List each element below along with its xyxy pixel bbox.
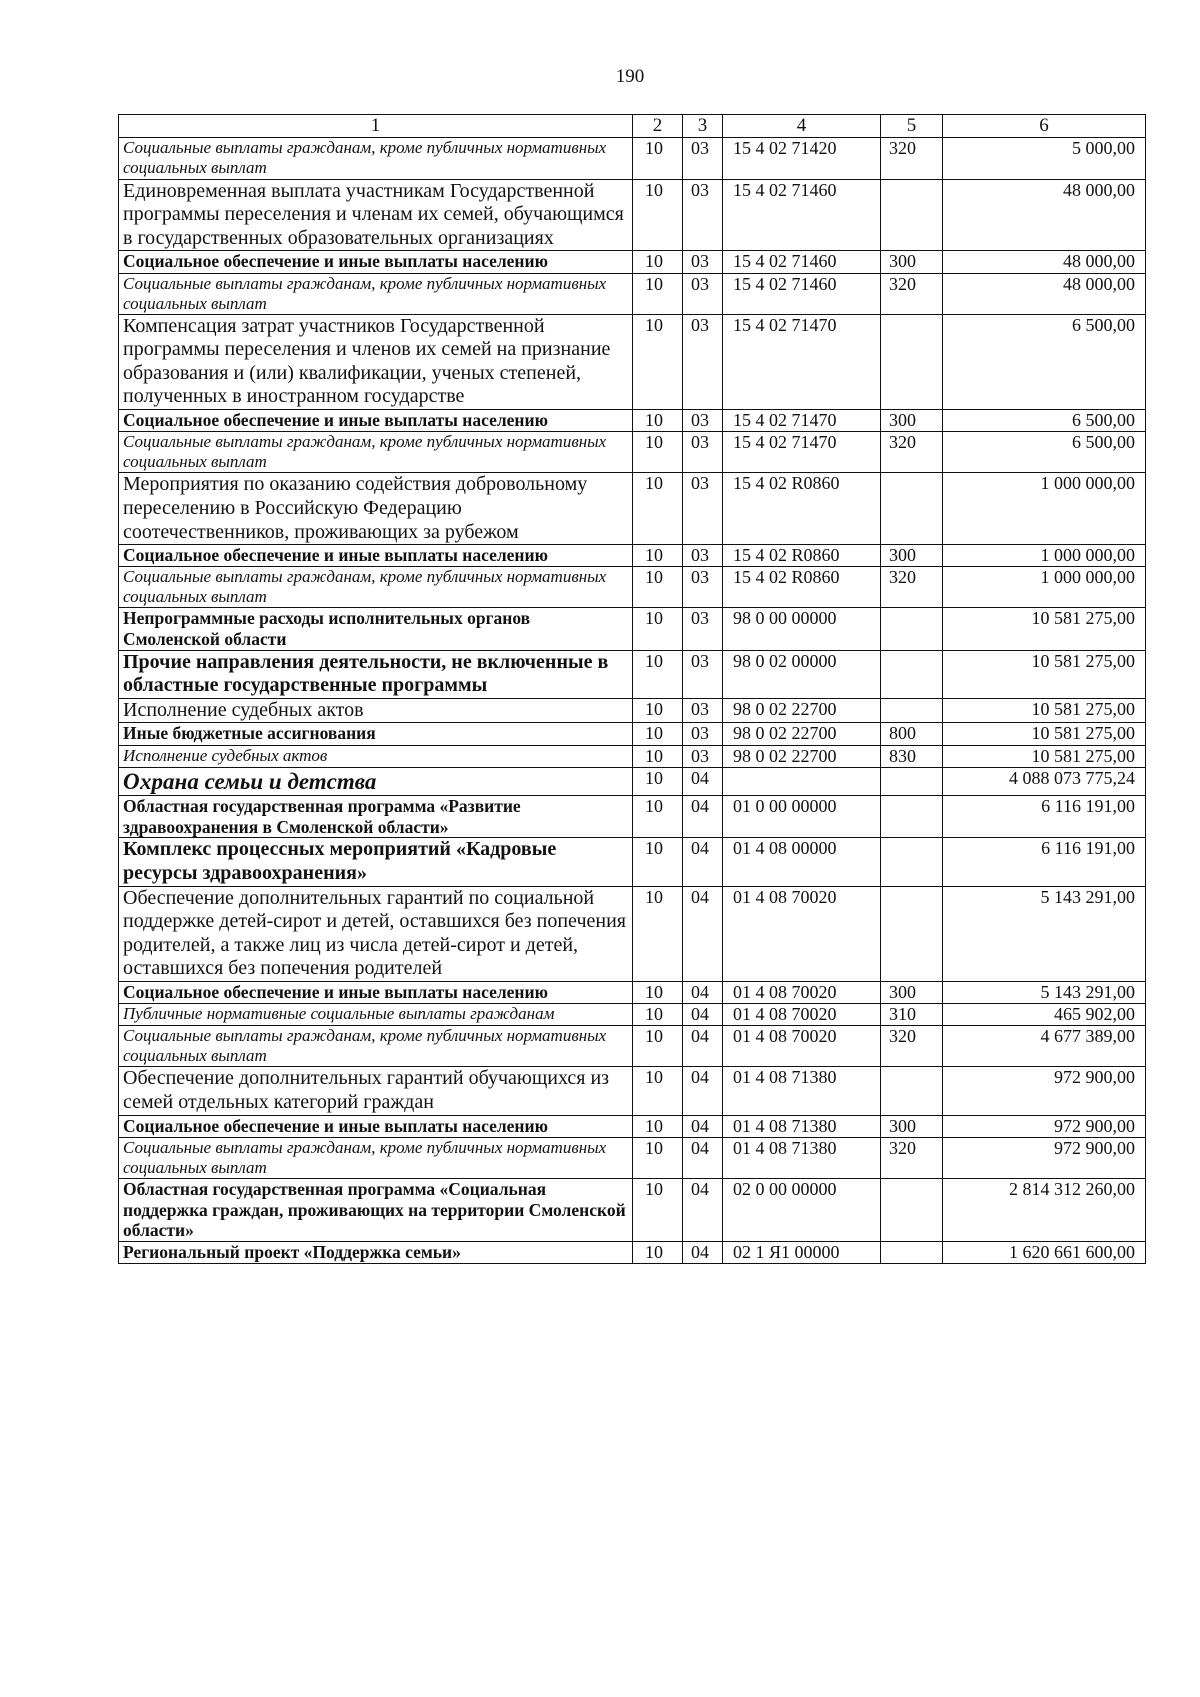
subsection-code-cell: 03 xyxy=(683,273,723,314)
expense-name-cell: Социальное обеспечение и иные выплаты населению xyxy=(119,1115,633,1137)
subsection-code-cell: 04 xyxy=(683,796,723,838)
column-header: 3 xyxy=(683,115,723,138)
expense-type-cell: 320 xyxy=(881,432,943,473)
section-code-cell: 10 xyxy=(633,1137,683,1178)
section-code-cell: 10 xyxy=(633,650,683,698)
target-article-cell: 98 0 02 22700 xyxy=(723,723,881,745)
subsection-code-cell: 04 xyxy=(683,1026,723,1067)
subsection-code-cell: 03 xyxy=(683,179,723,251)
target-article-cell: 01 0 00 00000 xyxy=(723,796,881,838)
table-row xyxy=(119,567,1146,608)
section-code-cell: 10 xyxy=(633,1067,683,1115)
subsection-code-cell: 03 xyxy=(683,314,723,409)
expense-type-cell xyxy=(881,1241,943,1263)
column-header: 4 xyxy=(723,115,881,138)
table-row xyxy=(119,723,1146,745)
subsection-code-cell: 04 xyxy=(683,1004,723,1026)
expense-type-cell xyxy=(881,796,943,838)
expense-name-cell: Региональный проект «Поддержка семьи» xyxy=(119,1241,633,1263)
column-header: 1 xyxy=(119,115,633,138)
section-code-cell: 10 xyxy=(633,314,683,409)
expense-type-cell: 300 xyxy=(881,1115,943,1137)
table-row xyxy=(119,698,1146,723)
target-article-cell: 02 1 Я1 00000 xyxy=(723,1241,881,1263)
table-row xyxy=(119,886,1146,981)
section-code-cell: 10 xyxy=(633,608,683,650)
table-row xyxy=(119,473,1146,545)
amount-cell: 10 581 275,00 xyxy=(943,650,1146,698)
table-row xyxy=(119,767,1146,795)
expense-type-cell xyxy=(881,1179,943,1242)
amount-cell: 1 000 000,00 xyxy=(943,545,1146,567)
subsection-code-cell: 04 xyxy=(683,1067,723,1115)
subsection-code-cell: 03 xyxy=(683,138,723,179)
subsection-code-cell: 03 xyxy=(683,473,723,545)
table-row xyxy=(119,314,1146,409)
amount-cell: 4 677 389,00 xyxy=(943,1026,1146,1067)
expense-name-cell: Компенсация затрат участников Государственной программы переселения и членов их семей на признание образования и (или) квалификации, ученых степеней, полученных в иностранном государстве xyxy=(119,314,633,409)
expense-type-cell: 800 xyxy=(881,723,943,745)
target-article-cell: 02 0 00 00000 xyxy=(723,1179,881,1242)
table-row xyxy=(119,838,1146,886)
section-code-cell: 10 xyxy=(633,409,683,431)
expense-type-cell: 300 xyxy=(881,251,943,273)
expense-name-cell: Социальные выплаты гражданам, кроме публичных нормативных социальных выплат xyxy=(119,138,633,179)
expense-type-cell xyxy=(881,767,943,795)
section-code-cell: 10 xyxy=(633,745,683,767)
target-article-cell: 01 4 08 71380 xyxy=(723,1067,881,1115)
subsection-code-cell: 03 xyxy=(683,251,723,273)
expense-type-cell xyxy=(881,838,943,886)
amount-cell: 6 116 191,00 xyxy=(943,796,1146,838)
table-header-row xyxy=(119,115,1146,138)
section-code-cell: 10 xyxy=(633,1115,683,1137)
target-article-cell: 15 4 02 71420 xyxy=(723,138,881,179)
expense-type-cell: 320 xyxy=(881,567,943,608)
target-article-cell: 98 0 02 22700 xyxy=(723,745,881,767)
budget-table xyxy=(118,114,1146,1264)
section-code-cell: 10 xyxy=(633,1004,683,1026)
target-article-cell: 15 4 02 71460 xyxy=(723,179,881,251)
target-article-cell: 98 0 02 22700 xyxy=(723,698,881,723)
amount-cell: 5 143 291,00 xyxy=(943,886,1146,981)
subsection-code-cell: 03 xyxy=(683,698,723,723)
expense-name-cell: Обеспечение дополнительных гарантий обучающихся из семей отдельных категорий граждан xyxy=(119,1067,633,1115)
target-article-cell: 01 4 08 70020 xyxy=(723,1004,881,1026)
expense-type-cell: 320 xyxy=(881,138,943,179)
section-code-cell: 10 xyxy=(633,1241,683,1263)
table-row xyxy=(119,1067,1146,1115)
amount-cell: 972 900,00 xyxy=(943,1067,1146,1115)
expense-type-cell: 320 xyxy=(881,1137,943,1178)
table-row xyxy=(119,251,1146,273)
table-row xyxy=(119,409,1146,431)
amount-cell: 10 581 275,00 xyxy=(943,698,1146,723)
subsection-code-cell: 04 xyxy=(683,838,723,886)
section-code-cell: 10 xyxy=(633,179,683,251)
amount-cell: 4 088 073 775,24 xyxy=(943,767,1146,795)
subsection-code-cell: 03 xyxy=(683,723,723,745)
expense-name-cell: Исполнение судебных актов xyxy=(119,698,633,723)
expense-type-cell xyxy=(881,473,943,545)
target-article-cell: 15 4 02 71460 xyxy=(723,251,881,273)
target-article-cell: 01 4 08 70020 xyxy=(723,981,881,1003)
target-article-cell: 01 4 08 71380 xyxy=(723,1115,881,1137)
amount-cell: 48 000,00 xyxy=(943,273,1146,314)
section-code-cell: 10 xyxy=(633,432,683,473)
amount-cell: 972 900,00 xyxy=(943,1115,1146,1137)
expense-type-cell: 300 xyxy=(881,981,943,1003)
amount-cell: 6 500,00 xyxy=(943,409,1146,431)
expense-name-cell: Комплекс процессных мероприятий «Кадровые ресурсы здравоохранения» xyxy=(119,838,633,886)
section-code-cell: 10 xyxy=(633,1179,683,1242)
page-number: 190 xyxy=(615,66,645,87)
amount-cell: 972 900,00 xyxy=(943,1137,1146,1178)
amount-cell: 6 500,00 xyxy=(943,432,1146,473)
expense-name-cell: Областная государственная программа «Социальная поддержка граждан, проживающих на территории Смоленской области» xyxy=(119,1179,633,1242)
section-code-cell: 10 xyxy=(633,273,683,314)
subsection-code-cell: 04 xyxy=(683,981,723,1003)
expense-type-cell: 300 xyxy=(881,545,943,567)
expense-name-cell: Социальные выплаты гражданам, кроме публичных нормативных социальных выплат xyxy=(119,432,633,473)
expense-type-cell: 320 xyxy=(881,1026,943,1067)
target-article-cell: 15 4 02 R0860 xyxy=(723,473,881,545)
section-code-cell: 10 xyxy=(633,545,683,567)
subsection-code-cell: 03 xyxy=(683,567,723,608)
table-row xyxy=(119,650,1146,698)
amount-cell: 6 116 191,00 xyxy=(943,838,1146,886)
amount-cell: 10 581 275,00 xyxy=(943,608,1146,650)
section-code-cell: 10 xyxy=(633,251,683,273)
column-header: 2 xyxy=(633,115,683,138)
amount-cell: 1 000 000,00 xyxy=(943,567,1146,608)
expense-name-cell: Непрограммные расходы исполнительных органов Смоленской области xyxy=(119,608,633,650)
expense-type-cell: 320 xyxy=(881,273,943,314)
section-code-cell: 10 xyxy=(633,981,683,1003)
expense-name-cell: Социальные выплаты гражданам, кроме публичных нормативных социальных выплат xyxy=(119,273,633,314)
amount-cell: 48 000,00 xyxy=(943,251,1146,273)
amount-cell: 465 902,00 xyxy=(943,1004,1146,1026)
subsection-code-cell: 03 xyxy=(683,409,723,431)
table-row xyxy=(119,608,1146,650)
expense-name-cell: Социальные выплаты гражданам, кроме публичных нормативных социальных выплат xyxy=(119,1137,633,1178)
section-code-cell: 10 xyxy=(633,838,683,886)
expense-name-cell: Социальное обеспечение и иные выплаты населению xyxy=(119,981,633,1003)
amount-cell: 5 143 291,00 xyxy=(943,981,1146,1003)
target-article-cell: 01 4 08 70020 xyxy=(723,1026,881,1067)
section-code-cell: 10 xyxy=(633,138,683,179)
amount-cell: 10 581 275,00 xyxy=(943,745,1146,767)
amount-cell: 48 000,00 xyxy=(943,179,1146,251)
expense-type-cell: 300 xyxy=(881,409,943,431)
expense-type-cell: 310 xyxy=(881,1004,943,1026)
section-code-cell: 10 xyxy=(633,767,683,795)
target-article-cell: 98 0 02 00000 xyxy=(723,650,881,698)
subsection-code-cell: 04 xyxy=(683,1179,723,1242)
table-row xyxy=(119,981,1146,1003)
table-row xyxy=(119,1241,1146,1263)
subsection-code-cell: 04 xyxy=(683,886,723,981)
subsection-code-cell: 03 xyxy=(683,650,723,698)
expense-name-cell: Социальное обеспечение и иные выплаты населению xyxy=(119,545,633,567)
expense-name-cell: Исполнение судебных актов xyxy=(119,745,633,767)
amount-cell: 5 000,00 xyxy=(943,138,1146,179)
target-article-cell: 98 0 00 00000 xyxy=(723,608,881,650)
section-code-cell: 10 xyxy=(633,567,683,608)
subsection-code-cell: 03 xyxy=(683,608,723,650)
subsection-code-cell: 04 xyxy=(683,1115,723,1137)
expense-type-cell xyxy=(881,650,943,698)
expense-name-cell: Социальное обеспечение и иные выплаты населению xyxy=(119,409,633,431)
section-code-cell: 10 xyxy=(633,723,683,745)
target-article-cell: 15 4 02 71470 xyxy=(723,314,881,409)
table-row xyxy=(119,796,1146,838)
target-article-cell: 15 4 02 R0860 xyxy=(723,545,881,567)
target-article-cell: 15 4 02 R0860 xyxy=(723,567,881,608)
expense-name-cell: Мероприятия по оказанию содействия добровольному переселению в Российскую Федерацию соотечественников, проживающих за рубежом xyxy=(119,473,633,545)
expense-type-cell xyxy=(881,179,943,251)
expense-name-cell: Областная государственная программа «Развитие здравоохранения в Смоленской области» xyxy=(119,796,633,838)
expense-type-cell xyxy=(881,608,943,650)
expense-type-cell: 830 xyxy=(881,745,943,767)
expense-name-cell: Прочие направления деятельности, не включенные в областные государственные программы xyxy=(119,650,633,698)
section-code-cell: 10 xyxy=(633,473,683,545)
table-row xyxy=(119,432,1146,473)
table-row xyxy=(119,1004,1146,1026)
table-row xyxy=(119,1026,1146,1067)
expense-name-cell: Социальные выплаты гражданам, кроме публичных нормативных социальных выплат xyxy=(119,1026,633,1067)
amount-cell: 10 581 275,00 xyxy=(943,723,1146,745)
expense-type-cell xyxy=(881,314,943,409)
amount-cell: 2 814 312 260,00 xyxy=(943,1179,1146,1242)
table-row xyxy=(119,1137,1146,1178)
subsection-code-cell: 04 xyxy=(683,767,723,795)
section-code-cell: 10 xyxy=(633,698,683,723)
table-row xyxy=(119,138,1146,179)
expense-type-cell xyxy=(881,698,943,723)
table-row xyxy=(119,1115,1146,1137)
target-article-cell: 01 4 08 00000 xyxy=(723,838,881,886)
target-article-cell: 15 4 02 71470 xyxy=(723,409,881,431)
expense-type-cell xyxy=(881,886,943,981)
target-article-cell: 01 4 08 71380 xyxy=(723,1137,881,1178)
amount-cell: 1 620 661 600,00 xyxy=(943,1241,1146,1263)
subsection-code-cell: 04 xyxy=(683,1241,723,1263)
amount-cell: 6 500,00 xyxy=(943,314,1146,409)
subsection-code-cell: 03 xyxy=(683,745,723,767)
amount-cell: 1 000 000,00 xyxy=(943,473,1146,545)
section-code-cell: 10 xyxy=(633,1026,683,1067)
subsection-code-cell: 03 xyxy=(683,545,723,567)
target-article-cell xyxy=(723,767,881,795)
expense-name-cell: Социальное обеспечение и иные выплаты населению xyxy=(119,251,633,273)
expense-name-cell: Публичные нормативные социальные выплаты гражданам xyxy=(119,1004,633,1026)
column-header: 6 xyxy=(943,115,1146,138)
target-article-cell: 01 4 08 70020 xyxy=(723,886,881,981)
expense-type-cell xyxy=(881,1067,943,1115)
table-row xyxy=(119,745,1146,767)
column-header: 5 xyxy=(881,115,943,138)
table-row xyxy=(119,545,1146,567)
expense-name-cell: Охрана семьи и детства xyxy=(119,767,633,795)
table-row xyxy=(119,179,1146,251)
target-article-cell: 15 4 02 71470 xyxy=(723,432,881,473)
section-code-cell: 10 xyxy=(633,796,683,838)
section-code-cell: 10 xyxy=(633,886,683,981)
expense-name-cell: Обеспечение дополнительных гарантий по социальной поддержке детей-сирот и детей, оставшихся без попечения родителей, а также лиц из числа детей-сирот и детей, оставшихся без попечения родителей xyxy=(119,886,633,981)
table-row xyxy=(119,1179,1146,1242)
expense-name-cell: Единовременная выплата участникам Государственной программы переселения и членам их семей, обучающимся в государственных образовательных организациях xyxy=(119,179,633,251)
table-row xyxy=(119,273,1146,314)
expense-name-cell: Иные бюджетные ассигнования xyxy=(119,723,633,745)
target-article-cell: 15 4 02 71460 xyxy=(723,273,881,314)
expense-name-cell: Социальные выплаты гражданам, кроме публичных нормативных социальных выплат xyxy=(119,567,633,608)
subsection-code-cell: 04 xyxy=(683,1137,723,1178)
subsection-code-cell: 03 xyxy=(683,432,723,473)
